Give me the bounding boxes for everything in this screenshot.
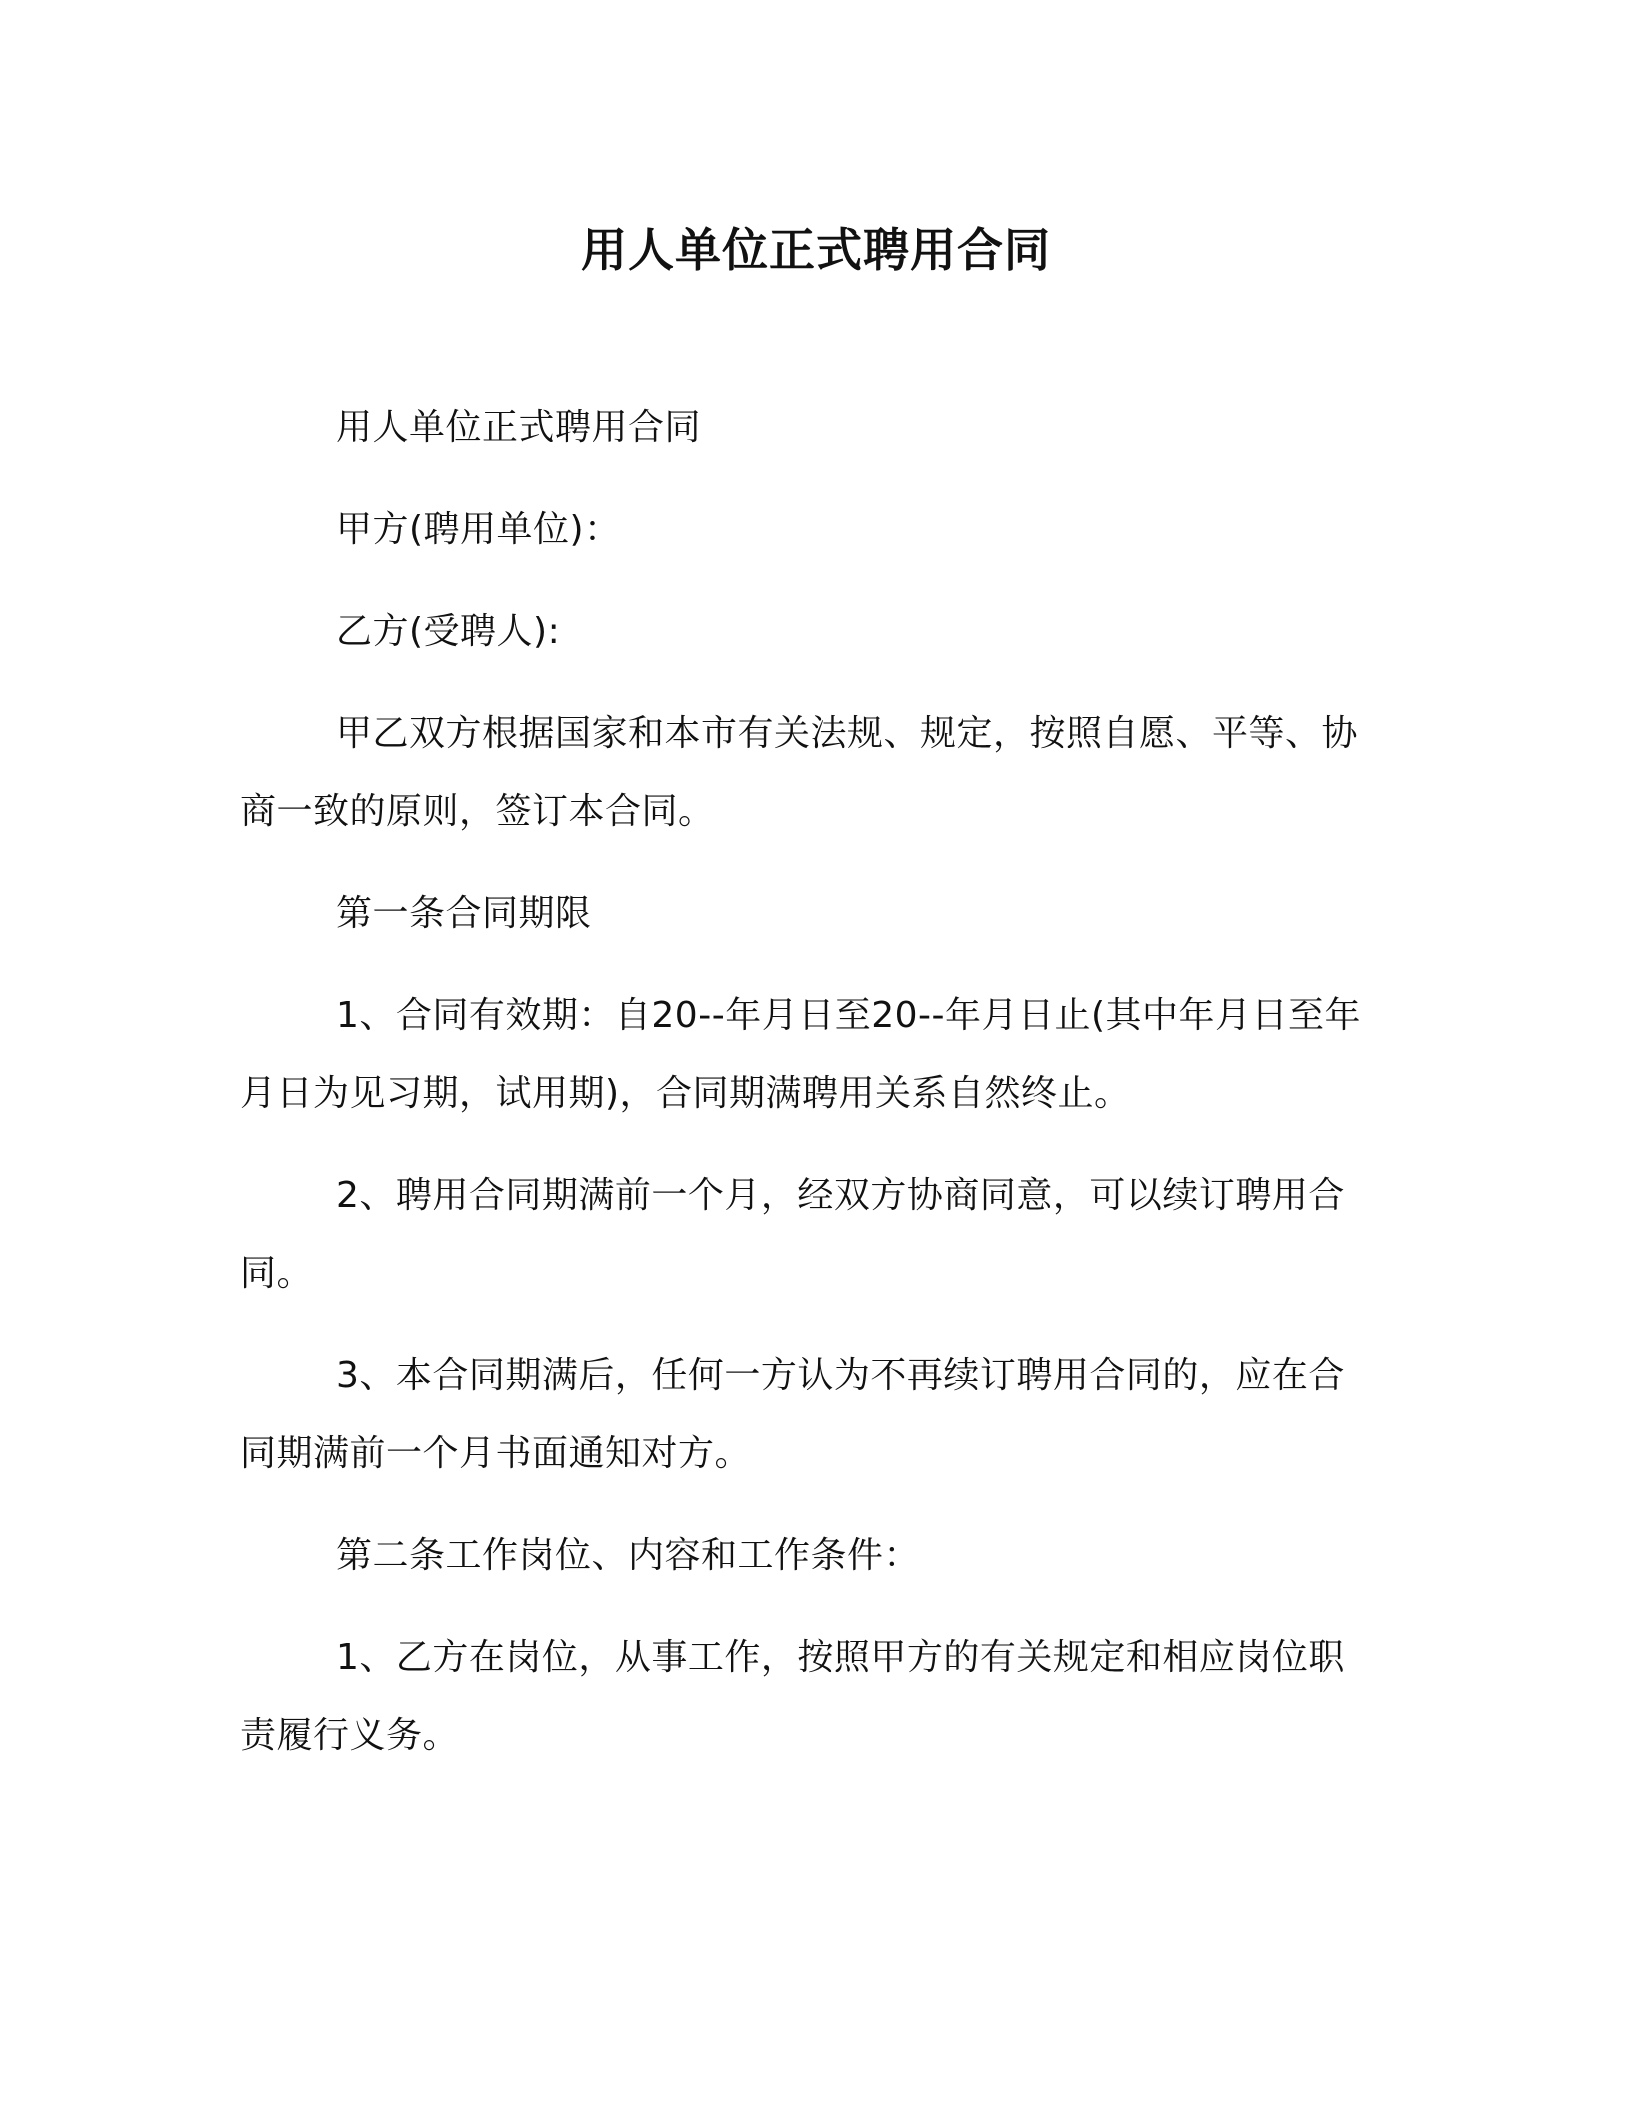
paragraph-article-2-item-1: 1、乙方在岗位，从事工作，按照甲方的有关规定和相应岗位职责履行义务。 xyxy=(240,1637,1345,1756)
paragraph-party-b: 乙方(受聘人): xyxy=(336,611,561,652)
paragraph-article-1-item-3: 3、本合同期满后，任何一方认为不再续订聘用合同的，应在合同期满前一个月书面通知对方。 xyxy=(240,1355,1345,1474)
paragraph-article-1-item-1: 1、合同有效期：自20--年月日至20--年月日止(其中年月日至年月日为见习期，试用期)，合同期满聘用关系自然终止。 xyxy=(240,995,1362,1114)
paragraph-article-2-heading: 第二条工作岗位、内容和工作条件： xyxy=(336,1535,921,1576)
paragraph-preamble: 甲乙双方根据国家和本市有关法规、规定，按照自愿、平等、协商一致的原则，签订本合同。 xyxy=(240,713,1359,832)
paragraph-party-a: 甲方(聘用单位)： xyxy=(336,509,621,550)
paragraph-article-1-heading: 第一条合同期限 xyxy=(336,893,592,934)
paragraph-article-1-item-2: 2、聘用合同期满前一个月，经双方协商同意，可以续订聘用合同。 xyxy=(240,1175,1345,1294)
paragraph-heading: 用人单位正式聘用合同 xyxy=(336,407,702,448)
document-title: 用人单位正式聘用合同 xyxy=(581,223,1051,277)
